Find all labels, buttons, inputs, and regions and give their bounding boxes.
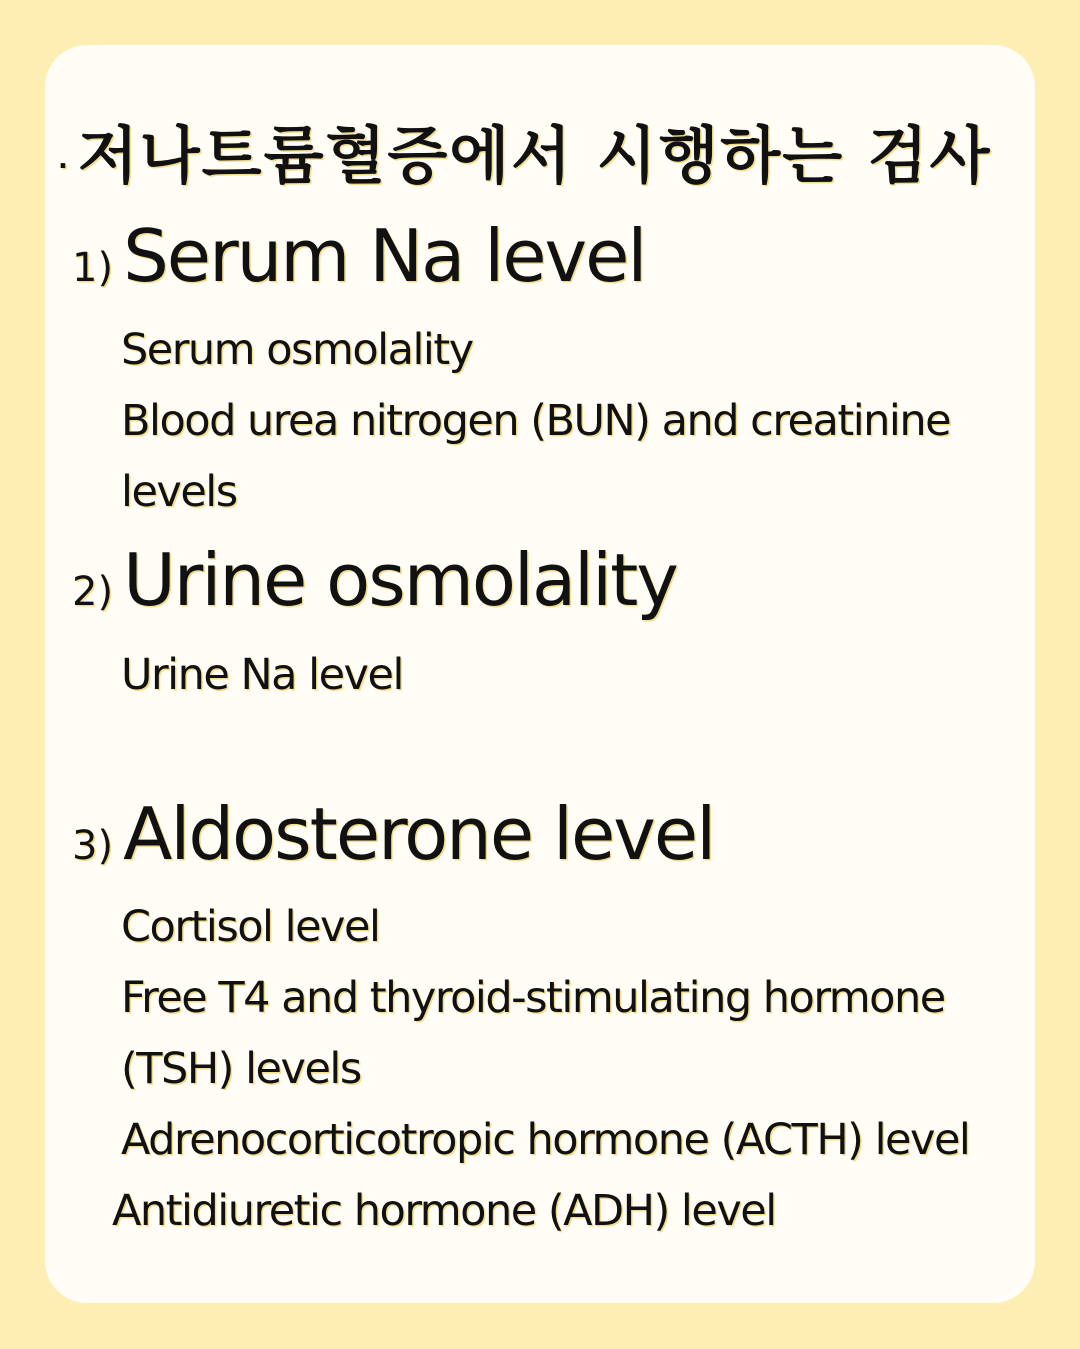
section-heading-text: Urine osmolality <box>123 538 677 622</box>
section-heading-aldosterone <box>72 792 714 876</box>
section-heading-text: Aldosterone level <box>123 792 715 876</box>
section-number: 3) <box>72 823 114 869</box>
list-item: Free T4 and thyroid-stimulating hormone <box>121 973 945 1023</box>
section-heading-text: Serum Na level <box>123 214 646 298</box>
list-item: Blood urea nitrogen (BUN) and creatinine <box>121 396 951 446</box>
title-text: 저나트륨혈증에서 시행하는 검사 <box>77 119 992 192</box>
section-heading-urine-osmolality <box>72 538 677 622</box>
list-item: Urine Na level <box>121 650 403 700</box>
list-item: Cortisol level <box>121 902 380 952</box>
section-number: 2) <box>72 569 114 615</box>
title-bullet: . <box>58 144 70 175</box>
list-item: levels <box>121 467 237 517</box>
page-title <box>58 106 992 195</box>
list-item: Serum osmolality <box>121 325 473 375</box>
list-item: Antidiuretic hormone (ADH) level <box>112 1186 776 1236</box>
list-item: Adrenocorticotropic hormone (ACTH) level <box>121 1115 970 1165</box>
section-number: 1) <box>72 245 114 291</box>
list-item: (TSH) levels <box>121 1044 361 1094</box>
section-heading-serum-na <box>72 214 645 298</box>
